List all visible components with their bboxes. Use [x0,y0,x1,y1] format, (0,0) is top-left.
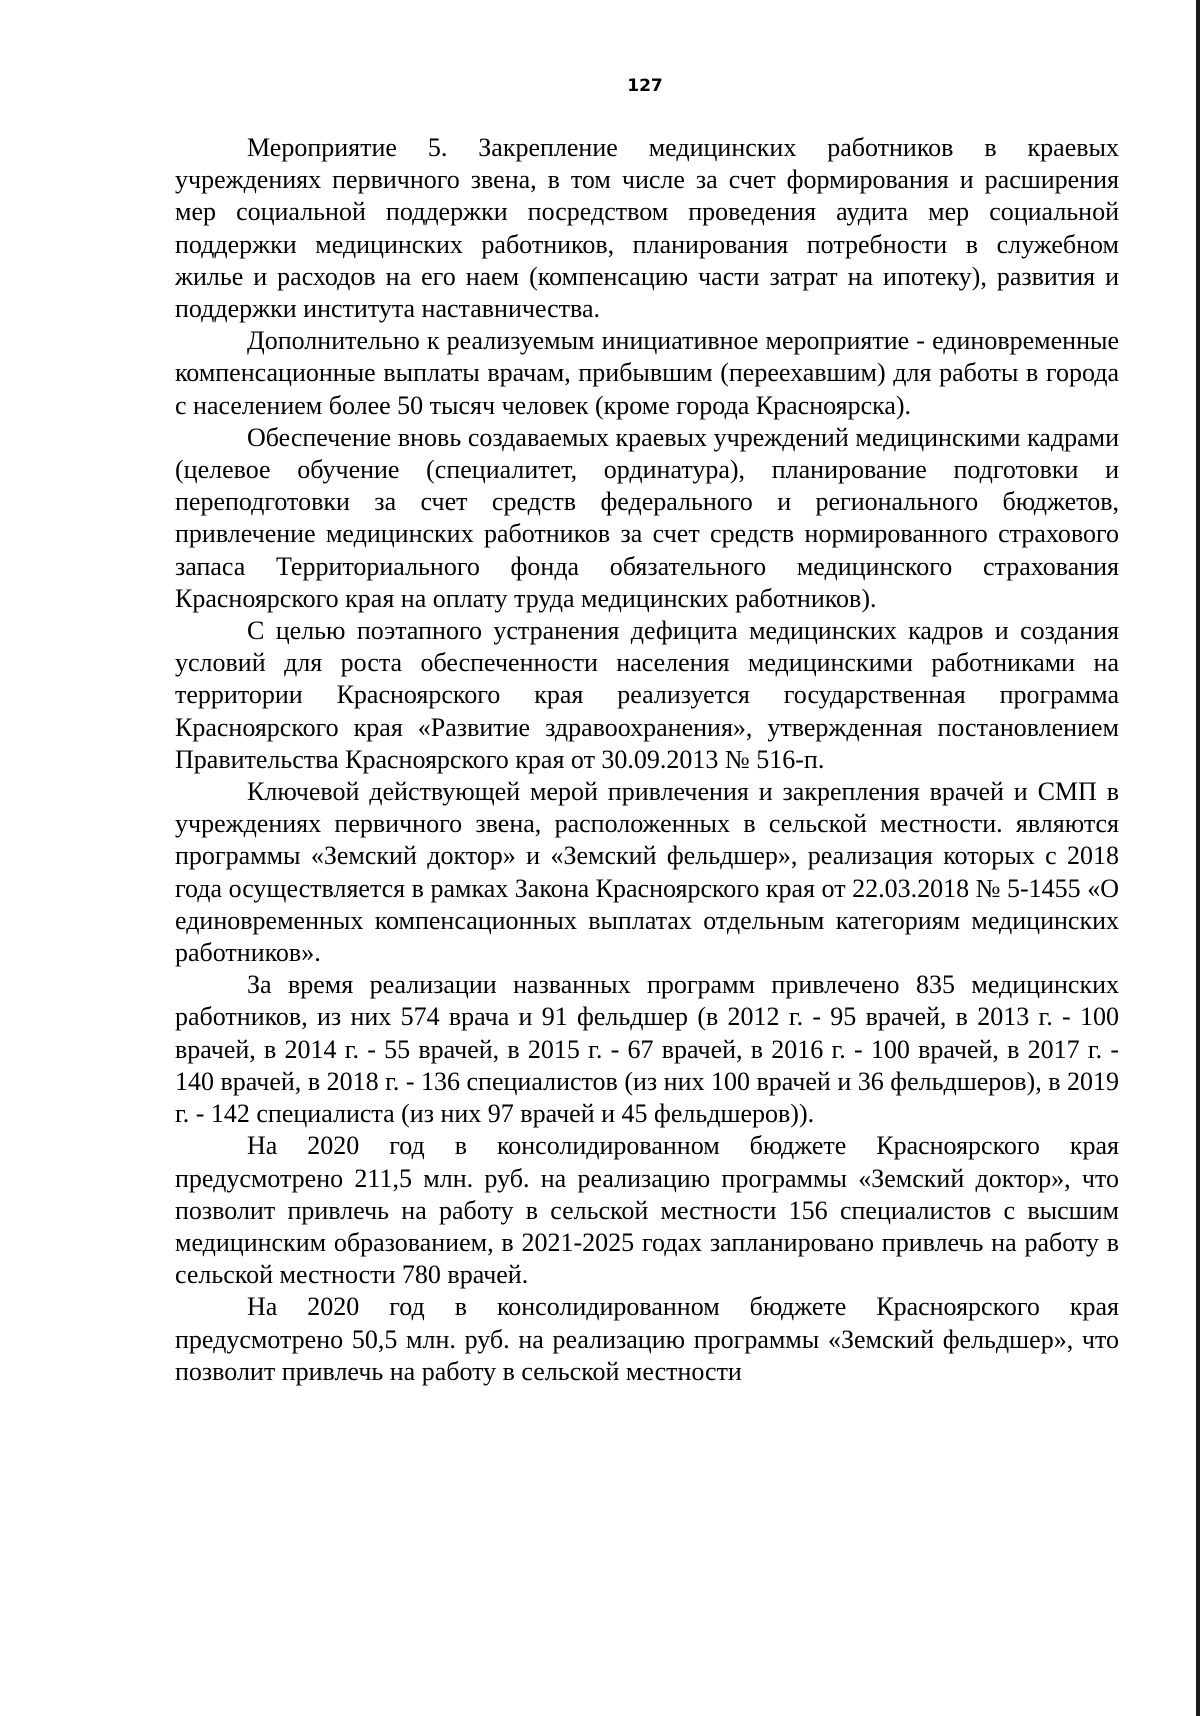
paragraph-measure-5: Мероприятие 5. Закрепление медицинских работников в краевых учреждениях первичного звена, в том числе за счет формирования и расширения мер социальной поддержки посредством проведения аудита мер социальной поддержки медицинских работников, планирования потребности в служебном жилье и расходов на его наем (компенсацию части затрат на ипотеку), развития и поддержки института наставничества. [175,133,1119,324]
paragraph-zemsky-doctor-2020: На 2020 год в консолидированном бюджете Красноярского края предусмотрено 211,5 млн. руб. на реализацию программы «Земский доктор», что позволит привлечь на работу в сельской местности 156 специалистов с высшим медицинским образованием, в 2021-2025 годах запланировано привлечь на работу в сельской местности 780 врачей. [175,1131,1119,1290]
paragraph-zemsky-feldsher-2020: На 2020 год в консолидированном бюджете Красноярского края предусмотрено 50,5 млн. руб. на реализацию программы «Земский фельдшер», что позволит привлечь на работу в сельской местности [175,1292,1119,1386]
paragraph-staffing: Обеспечение вновь создаваемых краевых учреждений медицинскими кадрами (целевое обучение (специалитет, ординатура), планирование подготовки и переподготовки за счет средств федерального и регионального бюджетов, привлечение медицинских работников за счет средств нормированного страхового запаса Территориального фонда обязательного медицинского страхования Красноярского края на оплату труда медицинских работников). [175,422,1119,613]
paragraph-program-results: За время реализации названных программ привлечено 835 медицинских работников, из них 574 врача и 91 фельдшер (в 2012 г. - 95 врачей, в 2013 г. - 100 врачей, в 2014 г. - 55 врачей, в 2015 г. - 67 врачей, в 2016 г. - 100 врачей, в 2017 г. - 140 врачей, в 2018 г. - 136 специалистов (из них 100 врачей и 36 фельдшеров), в 2019 г. - 142 специалиста (из них 97 врачей и 45 фельдшеров)). [175,970,1119,1129]
paragraph-zemsky-programs: Ключевой действующей мерой привлечения и закрепления врачей и СМП в учреждениях первичного звена, расположенных в сельской местности. являются программы «Земский доктор» и «Земский фельдшер», реализация которых с 2018 года осуществляется в рамках Закона Красноярского края от 22.03.2018 № 5-1455 «О единовременных компенсационных выплатах отдельным категориям медицинских работников». [175,777,1119,968]
paragraph-additional-payments: Дополнительно к реализуемым инициативное мероприятие - единовременные компенсационные выплаты врачам, прибывшим (переехавшим) для работы в города с населением более 50 тысяч человек (кроме города Красноярска). [175,326,1119,420]
page-number: 127 [627,76,663,96]
document-body [175,132,1119,1388]
scan-edge [1196,0,1200,1716]
paragraph-state-program: С целью поэтапного устранения дефицита медицинских кадров и создания условий для роста обеспеченности населения медицинскими работниками на территории Красноярского края реализуется государственная программа Красноярского края «Развитие здравоохранения», утвержденная постановлением Правительства Красноярского края от 30.09.2013 № 516-п. [175,616,1119,774]
